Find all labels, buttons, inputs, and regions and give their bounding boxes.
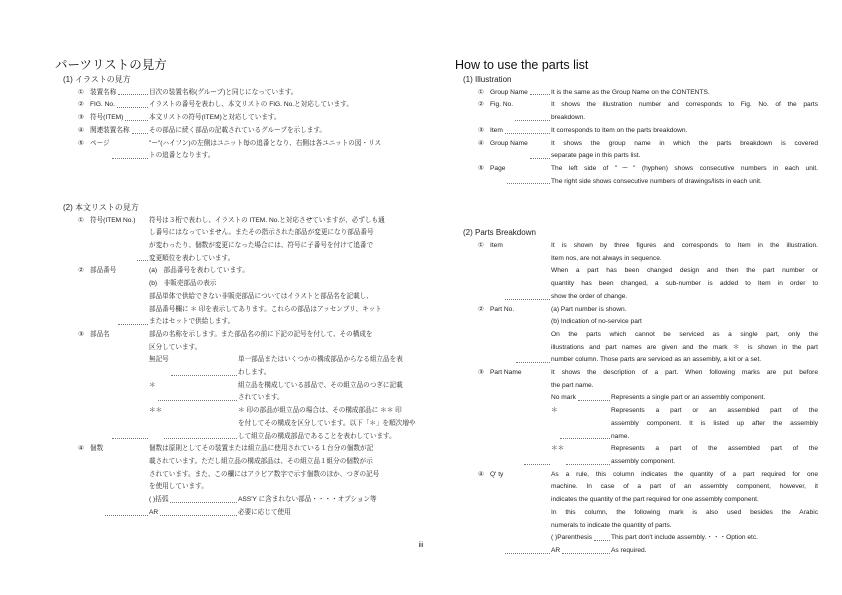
- entry-number: ④: [478, 470, 484, 478]
- entry-description: [149, 138, 397, 163]
- list-entry: [78, 443, 405, 519]
- entry-number: ②: [78, 267, 84, 275]
- entry-label-text: Item: [490, 126, 503, 134]
- mark-symbol: [149, 405, 238, 443]
- mark-text: AR: [149, 508, 159, 516]
- dot-leader: [117, 99, 148, 108]
- list-entry: [78, 125, 405, 138]
- page-number: iii: [418, 540, 424, 549]
- text-line: 区分しています。: [149, 343, 202, 351]
- entry-description: [149, 329, 416, 443]
- entry-label: [478, 304, 551, 368]
- entry-description: [149, 112, 397, 125]
- text-line: して組立品の構成部品であることを表わしています。: [238, 432, 396, 440]
- entry-label: [78, 99, 149, 112]
- entry-number: ①: [478, 242, 484, 250]
- list-entry: [78, 215, 405, 266]
- entry-number: ⑤: [78, 139, 84, 147]
- text-line: 部品番号欄に ＊ 印を表示してあります。これらの部品はアッセンブリ、キット: [149, 305, 382, 313]
- text-line: (a) Part number is shown.: [551, 305, 627, 313]
- text-line: Represents a part of the assembled part of the: [611, 445, 818, 453]
- entry-label-text: 符号(ITEM No.): [90, 216, 136, 224]
- entry-label-text: 符号(ITEM): [90, 114, 124, 122]
- text-line: ASS'Y に含まれない部品・・・・オプション等: [238, 496, 377, 504]
- text-line: 個数は原則としてその装置または組立品に使用されている１台分の個数が記: [149, 445, 374, 453]
- section-gap: [55, 163, 405, 200]
- dot-leader: [132, 125, 148, 134]
- text-line: を使用しています。: [149, 483, 208, 491]
- list-entry: [478, 87, 825, 100]
- entry-number: ③: [78, 114, 84, 122]
- text-line: In this column, the following mark is also used besides the Arabic: [551, 508, 818, 516]
- entry-label: [78, 265, 149, 329]
- list-entry: [478, 138, 825, 163]
- list-entry: [78, 138, 405, 163]
- list-entry: [478, 240, 825, 304]
- text-line: されています。また、この欄にはアラビア数字で示す個数のほか、つぎの記号: [149, 470, 380, 478]
- text-line: It shows the description of a part. When following marks are put before: [551, 369, 818, 377]
- dot-leader: [505, 125, 550, 134]
- entry-label-text: 個数: [90, 445, 104, 453]
- dot-leader: [505, 240, 550, 300]
- dot-leader: [160, 507, 237, 516]
- text-line: It corresponds to Item on the parts breakdown.: [551, 126, 688, 134]
- mark-description: [611, 443, 818, 468]
- text-line: breakdown.: [551, 114, 586, 122]
- entry-label-text: Group Name: [490, 139, 528, 147]
- entry-label-text: Part Name: [490, 369, 522, 377]
- text-line: It is the same as the Group Name on the CONTENTS.: [551, 88, 710, 96]
- entry-description: [149, 125, 397, 138]
- dot-leader: [530, 87, 550, 96]
- mark-description: [238, 494, 397, 507]
- entry-description: [149, 99, 397, 112]
- text-line: (a) 部品番号を表わしています。: [149, 267, 249, 275]
- text-line: し番号にはなっていません。またその指示された部品が変更になり部品番号: [149, 229, 374, 237]
- entry-description: [551, 367, 818, 469]
- mark-symbol: [149, 354, 238, 379]
- dot-leader: [560, 405, 610, 439]
- mark-definition: [551, 392, 818, 405]
- dot-leader: [524, 367, 550, 465]
- mark-description: [238, 380, 403, 405]
- mark-symbol: [551, 405, 611, 443]
- dot-leader: [507, 163, 550, 184]
- dot-leader: [105, 443, 148, 515]
- entry-label-text: 関連装置名称: [90, 126, 130, 134]
- mark-definition: [149, 380, 403, 405]
- text-line: 必要に応じて使用: [238, 508, 291, 516]
- entry-number: ④: [78, 445, 84, 453]
- text-line: It shows the illustration number and corresponds to Fig. No. of the parts: [551, 101, 818, 109]
- mark-text: ＊: [551, 407, 558, 415]
- entry-description: [551, 125, 818, 138]
- mark-text: ( )Parenthesis: [551, 534, 593, 542]
- entry-label: [78, 443, 149, 519]
- text-line: This part don't include assembly.・・・Option etc.: [611, 534, 758, 542]
- entry-label-text: FIG. No.: [90, 101, 115, 109]
- text-line: quantity has been changed, a sub-number is added to Item in order to: [551, 280, 818, 288]
- section-gap: [455, 188, 825, 225]
- list-entry: [78, 265, 405, 329]
- text-line: The left side of "ー" (hyphen) shows consecutive numbers in each unit.: [551, 164, 818, 172]
- text-line: を付してその構成を区分しています。以下「＊」を順次増や: [238, 419, 416, 427]
- entry-label-text: ページ: [90, 139, 110, 147]
- entry-label-text: 部品名: [90, 330, 110, 338]
- mark-description: [238, 405, 416, 443]
- mark-text: 無記号: [149, 356, 169, 364]
- text-line: またはセットで供給します。: [149, 318, 235, 326]
- mark-definition: [551, 405, 818, 443]
- text-line: 本文リストの符号(ITEM)と対応しています。: [149, 114, 281, 122]
- text-line: assembly component. It is listed up after the assembly: [611, 419, 818, 427]
- entry-number: ④: [78, 126, 84, 134]
- entry-number: ④: [478, 139, 484, 147]
- text-line: トの追番となります。: [149, 152, 215, 160]
- text-line: numerals to indicate the quantity of parts.: [551, 521, 672, 529]
- text-line: As a rule, this column indicates the quantity of a part required for one: [551, 470, 818, 478]
- mark-symbol: [551, 392, 611, 405]
- text-line: name.: [611, 432, 630, 440]
- text-line: separate page in this parts list.: [551, 152, 641, 160]
- dot-leader: [112, 138, 148, 159]
- dot-leader: [530, 138, 550, 159]
- mark-text: AR: [551, 546, 561, 554]
- entry-label-text: Group Name: [490, 88, 528, 96]
- mark-description: [611, 392, 818, 405]
- entry-number: ③: [478, 126, 484, 134]
- entry-label-text: 部品番号: [90, 267, 117, 275]
- entry-label-text: Item: [490, 242, 503, 250]
- text-line: (b) Indication of no-service part: [551, 318, 642, 326]
- mark-symbol: [149, 380, 238, 405]
- entry-label: [478, 87, 551, 100]
- text-line: indicates the quantity of the part required for one assembly component.: [551, 496, 759, 504]
- english-column: [455, 58, 825, 558]
- text-line: その部品に続く部品の記載されているグループを示します。: [149, 126, 326, 134]
- entry-description: [551, 87, 818, 100]
- text-line: 部品の名称を示します。また部品名の前に下記の記号を付して、その構成を: [149, 330, 373, 338]
- dot-leader: [112, 329, 148, 439]
- text-line: 変更順位を表わしています。: [149, 254, 235, 262]
- dot-leader: [516, 304, 550, 364]
- list-entry: [478, 125, 825, 138]
- mark-definition: [149, 494, 397, 507]
- entry-label: [78, 87, 149, 100]
- dot-leader: [566, 443, 610, 464]
- dot-leader: [118, 265, 148, 325]
- list-entry: [478, 99, 825, 124]
- entry-label: [78, 215, 149, 266]
- mark-text: ( )括弧: [149, 496, 169, 504]
- section-heading: (1) Illustration: [463, 75, 512, 84]
- entry-label-text: Part No.: [490, 305, 515, 313]
- text-line: "ー"(ハイフン)の左側はユニット毎の追番となり、右側は各ユニットの図・リス: [149, 139, 382, 147]
- text-line: 符号は３桁で表わし、イラストの ITEM. No.と対応させていますが、必ずしも通: [149, 216, 385, 224]
- mark-definition: [551, 443, 818, 468]
- list-entry: [78, 112, 405, 125]
- list-entry: [478, 367, 825, 469]
- text-line: 目次の装置名称(グループ)と同じになっています。: [149, 88, 298, 96]
- dot-leader: [164, 405, 237, 439]
- section-heading: (2) Parts Breakdown: [463, 228, 536, 238]
- entry-number: ①: [478, 88, 484, 96]
- entry-number: ③: [478, 369, 484, 377]
- entry-label-text: Fig. No.: [490, 101, 514, 109]
- entry-description: [149, 215, 397, 266]
- list-entry: [78, 87, 405, 100]
- dot-leader: [125, 112, 148, 121]
- mark-text: ＊＊: [149, 407, 163, 415]
- text-line: 単一部品またはいくつかの構成部品からなる組立品を表: [238, 356, 403, 364]
- entry-description: [551, 304, 818, 368]
- list-entry: [78, 99, 405, 112]
- entry-number: ⑤: [478, 164, 484, 172]
- text-line: show the order of change.: [551, 292, 628, 300]
- mark-symbol: [551, 443, 611, 468]
- entry-description: [551, 240, 818, 304]
- mark-text: ＊＊: [551, 445, 565, 453]
- mark-definition: [149, 354, 403, 379]
- text-line: ＊ 印の部品が組立品の場合は、その構成部品に ＊＊ 印: [238, 407, 402, 415]
- text-line: 部品単体で供給できない非販売部品についてはイラストと部品名を記載し、: [149, 292, 373, 300]
- entry-description: [149, 265, 397, 329]
- list-entry: [478, 304, 825, 368]
- text-line: machine. In case of a part of an assembly component, however, it: [551, 483, 818, 491]
- entry-label: [78, 125, 149, 138]
- text-line: assembly component.: [611, 457, 676, 465]
- entry-label: [78, 112, 149, 125]
- text-line: 組立品を構成している部品で、その組立品のつぎに記載: [238, 381, 403, 389]
- text-line: It shows the group name in which the parts breakdown is covered: [551, 139, 818, 147]
- dot-leader: [137, 215, 148, 262]
- entry-label: [478, 99, 551, 124]
- text-line: わします。: [238, 369, 271, 377]
- mark-description: [238, 507, 397, 520]
- entry-label: [478, 240, 551, 304]
- text-line: On the parts which cannot be serviced as a single part, only the: [551, 330, 818, 338]
- text-line: When a part has been changed design and then the part number or: [551, 267, 818, 275]
- entry-label-text: 装置名称: [90, 88, 117, 96]
- entry-description: [149, 443, 397, 519]
- entry-label: [478, 138, 551, 163]
- text-line: The right side shows consecutive numbers of drawings/lists in each unit.: [551, 177, 762, 185]
- entry-number: ②: [478, 101, 484, 109]
- entry-number: ①: [78, 216, 84, 224]
- text-line: As required.: [611, 546, 647, 554]
- mark-description: [611, 405, 818, 443]
- section-heading: (2) 本文リストの見方: [63, 202, 139, 212]
- list-entry: [478, 163, 825, 188]
- entry-number: ③: [78, 330, 84, 338]
- text-line: イラストの番号を表わし、本文リストの FIG. No.と対応しています。: [149, 101, 353, 109]
- entry-description: [551, 138, 818, 163]
- text-line: number column. Those parts are serviced as an assembly, a kit or a set.: [551, 356, 762, 364]
- text-line: illustrations and part names are given and the mark ＊ is shown in the part: [551, 343, 818, 351]
- mark-symbol: [149, 494, 238, 507]
- text-line: the part name.: [551, 381, 594, 389]
- dot-leader: [171, 354, 237, 375]
- mark-description: [238, 354, 403, 379]
- list-entry: [78, 329, 416, 443]
- mark-text: No mark: [551, 394, 576, 402]
- mark-definition: [149, 507, 397, 520]
- text-line: Represents a part or an assembled part of the: [611, 407, 818, 415]
- text-line: されています。: [238, 394, 284, 402]
- entry-number: ①: [78, 88, 84, 96]
- text-line: (b) 非販売部品の表示: [149, 280, 217, 288]
- entry-label-text: Q' ty: [490, 470, 504, 478]
- entry-number: ②: [478, 305, 484, 313]
- dot-leader: [578, 392, 610, 401]
- dot-leader: [170, 494, 237, 503]
- text-line: It is shown by three figures and corresponds to Item in the illustration.: [551, 242, 818, 250]
- text-line: 載されています。ただし組立品の構成部品は、その組立品１組分の個数が示: [149, 457, 373, 465]
- text-line: Item nos, are not always in sequence.: [551, 254, 662, 262]
- dot-leader: [158, 380, 237, 401]
- entry-label: [478, 367, 551, 469]
- dot-leader: [118, 87, 148, 96]
- entry-label: [478, 163, 551, 188]
- mark-definition: [149, 405, 416, 443]
- entry-description: [551, 163, 818, 188]
- entry-label: [478, 125, 551, 138]
- section-heading: (1) イラストの見方: [63, 75, 131, 84]
- entry-description: [551, 99, 818, 124]
- mark-text: ＊: [149, 381, 156, 389]
- text-line: が変わったり、個数が変更になった場合には、符号に子番号を付けて追番で: [149, 242, 374, 250]
- page-title-ja: パーツリストの見方: [55, 58, 167, 72]
- entry-label: [78, 138, 149, 163]
- text-line: Represents a single part or an assembly component.: [611, 394, 766, 402]
- page-title-en: How to use the parts list: [455, 58, 589, 72]
- entry-label-text: Page: [490, 164, 506, 172]
- entry-description: [149, 87, 397, 100]
- dot-leader: [515, 99, 550, 120]
- mark-symbol: [149, 507, 238, 520]
- entry-number: ②: [78, 101, 84, 109]
- japanese-column: [55, 58, 416, 520]
- entry-label: [78, 329, 149, 443]
